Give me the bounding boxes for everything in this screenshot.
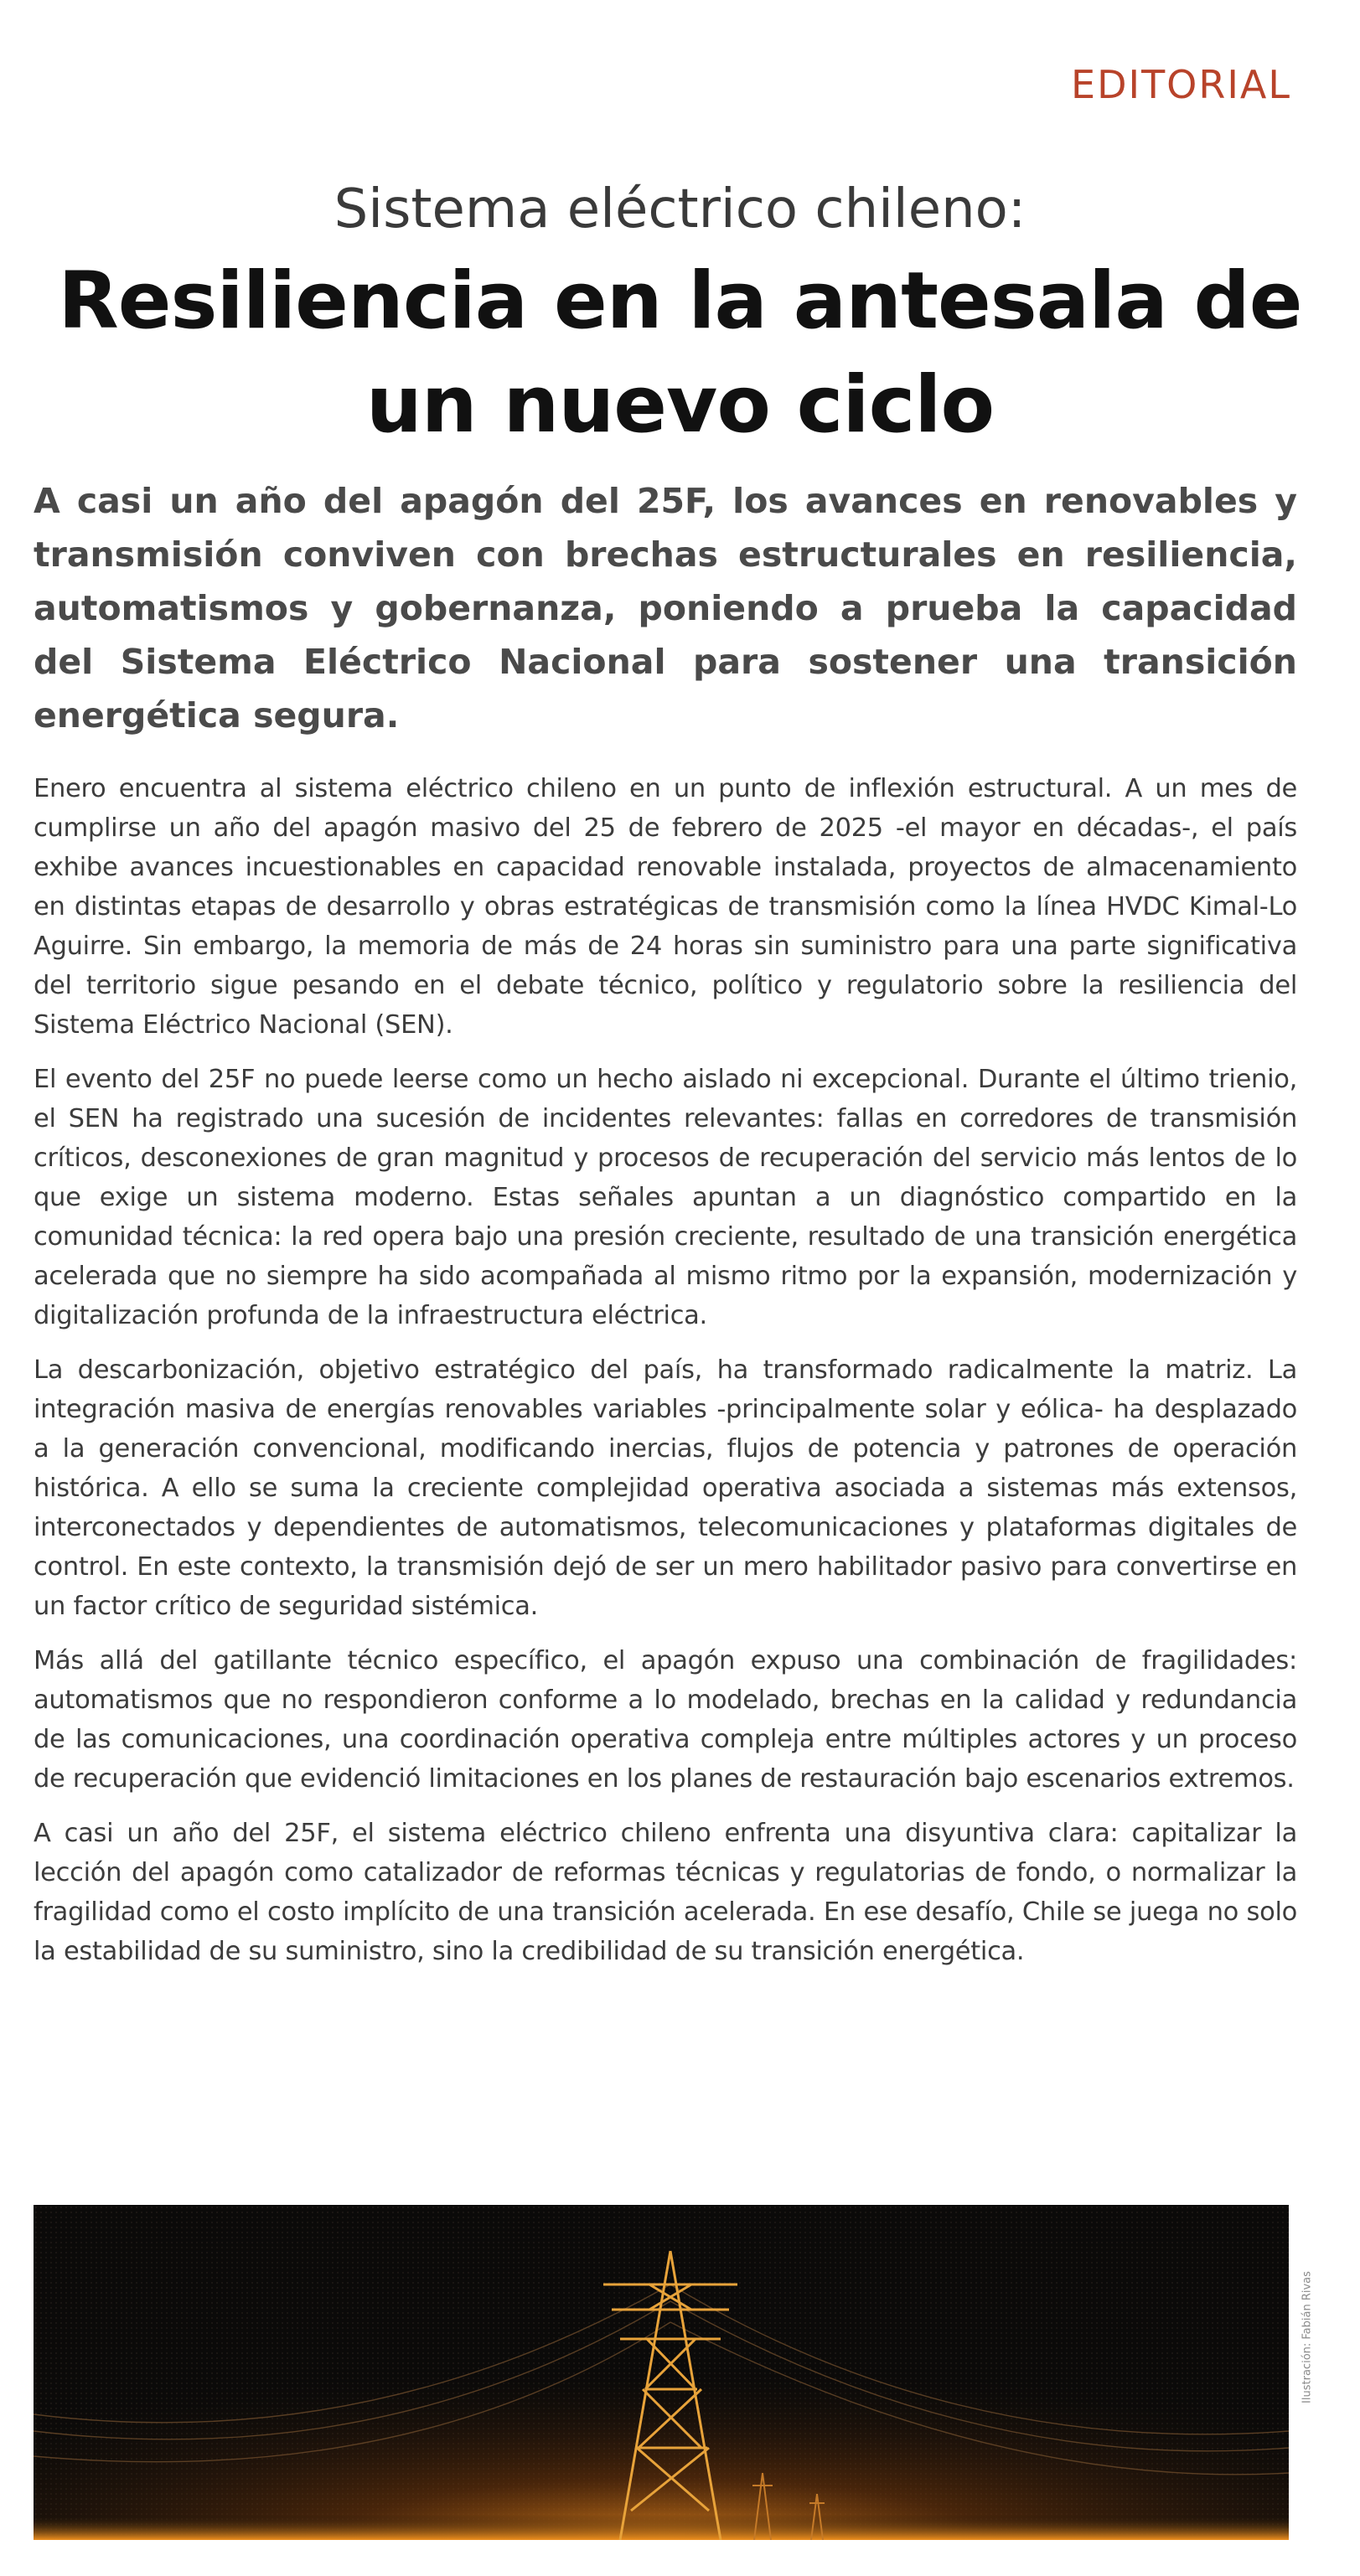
page-title: Resiliencia en la antesala de un nuevo ciclo xyxy=(58,256,1302,451)
body-paragraph: Enero encuentra al sistema eléctrico chileno en un punto de inflexión estructural. A un mes de cumplirse un año del apagón masivo del 25 de febrero de 2025 -el mayor en décadas-, el país exhibe avances incuestionables en capacidad renovable instalada, proyectos de almacenamiento en distintas etapas de desarrollo y obras estratégicas de transmisión como la línea HVDC Kimal-Lo Aguirre. Sin embargo, la memoria de más de 24 horas sin suministro para una parte significativa del territorio sigue pesando en el debate técnico, político y regulatorio sobre la resiliencia del Sistema Eléctrico Nacional (SEN). xyxy=(34,774,1297,1040)
article-body xyxy=(34,769,1297,1986)
horizon-glow xyxy=(34,2305,1289,2540)
title-kicker: Sistema eléctrico chileno: xyxy=(334,178,1026,240)
power-tower-illustration xyxy=(34,2205,1289,2540)
illustration-art xyxy=(34,2205,1289,2540)
body-paragraph: Más allá del gatillante técnico específico, el apagón expuso una combinación de fragilidades: automatismos que no respondieron conforme a lo modelado, brechas en la calidad y redundancia de las comunicaciones, una coordinación operativa compleja entre múltiples actores y un proceso de recuperación que evidenció limitaciones en los planes de restauración bajo escenarios extremos. xyxy=(34,1646,1297,1794)
body-paragraph: El evento del 25F no puede leerse como un hecho aislado ni excepcional. Durante el último trienio, el SEN ha registrado una sucesión de incidentes relevantes: fallas en corredores de transmisión críticos, desconexiones de gran magnitud y procesos de recuperación del servicio más lentos de lo que exige un sistema moderno. Estas señales apuntan a un diagnóstico compartido en la comunidad técnica: la red opera bajo una presión creciente, resultado de una transición energética acelerada que no siempre ha sido acompañada al mismo ritmo por la expansión, modernización y digitalización profunda de la infraestructura eléctrica. xyxy=(34,1065,1297,1330)
title-block xyxy=(34,174,1326,457)
lead-paragraph: A casi un año del apagón del 25F, los avances en renovables y transmisión conviven con brechas estructurales en resiliencia, automatismos y gobernanza, poniendo a prueba la capacidad del Sistema Eléctrico Nacional para sostener una transición energética segura. xyxy=(34,481,1297,736)
photo-credit xyxy=(1290,2212,1324,2463)
body-paragraph: A casi un año del 25F, el sistema eléctrico chileno enfrenta una disyuntiva clara: capitalizar la lección del apagón como catalizador de reformas técnicas y regulatorias de fondo, o normalizar la fragilidad como el costo implícito de una transición acelerada. En ese desafío, Chile se juega no solo la estabilidad de su suministro, sino la credibilidad de su transición energética. xyxy=(34,1819,1297,1966)
body-paragraph: La descarbonización, objetivo estratégico del país, ha transformado radicalmente la matriz. La integración masiva de energías renovables variables -principalmente solar y eólica- ha desplazado a la generación convencional, modificando inercias, flujos de potencia y patrones de operación histórica. A ello se suma la creciente complejidad operativa asociada a sistemas más extensos, interconectados y dependientes de automatismos, telecomunicaciones y plataformas digitales de control. En este contexto, la transmisión dejó de ser un mero habilitador pasivo para convertirse en un factor crítico de seguridad sistémica. xyxy=(34,1355,1297,1621)
section-label: EDITORIAL xyxy=(1071,62,1291,107)
photo-credit-text: Ilustración: Fabián Rivas xyxy=(1301,2271,1314,2403)
